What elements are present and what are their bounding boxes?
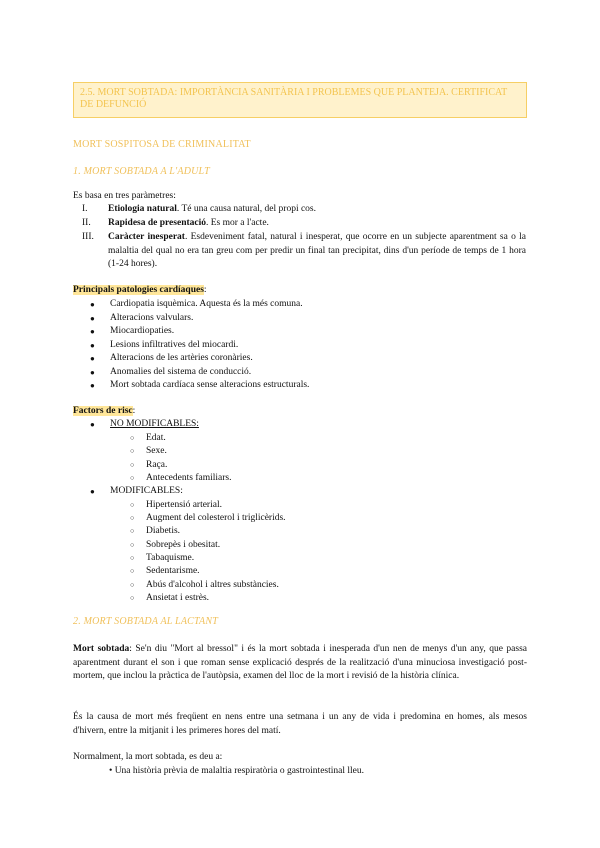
- factors-mod: [88, 485, 183, 499]
- list-item: ● Cardiopatia isquèmica. Aquesta és la més comuna.: [90, 299, 303, 309]
- sublist-item: ○ Abús d'alcohol i altres substàncies.: [130, 580, 279, 590]
- list-item: ● MODIFICABLES:: [90, 486, 183, 496]
- sublist-item: ○ Sexe.: [130, 446, 167, 456]
- cause-item: • Una història prèvia de malaltia respiratòria o gastrointestinal lleu.: [109, 766, 364, 776]
- sublist-item: ○ Hipertensió arterial.: [130, 500, 222, 510]
- sublist-item: ○ Raça.: [130, 460, 168, 470]
- document-title: 2.5. MORT SOBTADA: IMPORTÀNCIA SANITÀRIA I PROBLEMES QUE PLANTEJA. CERTIFICAT DE DEFUNCIÓ: [80, 87, 508, 110]
- sublist-item: ○ Edat.: [130, 433, 166, 443]
- list-item: ● Lesions infiltratives del miocardi.: [90, 339, 239, 350]
- patologies-label: Principals patologies cardíaques: [73, 285, 204, 295]
- factors-nomod: [88, 418, 199, 432]
- param-number: III.: [82, 232, 94, 242]
- param-term: Caràcter inesperat: [108, 232, 185, 242]
- sublist-item: ○ Augment del colesterol i triglicèrids.: [130, 513, 286, 523]
- paragraph: Normalment, la mort sobtada, es deu a:: [73, 752, 223, 762]
- main-heading: MORT SOSPITOSA DE CRIMINALITAT: [73, 139, 251, 150]
- param-text: . Té una causa natural, del propi cos.: [176, 204, 316, 214]
- patologies-heading: Principals patologies cardíaques:: [73, 285, 207, 295]
- list-item: ● Alteracions valvulars.: [90, 312, 194, 323]
- param-item: [82, 231, 527, 272]
- patologies-list: [88, 298, 309, 393]
- list-item: ● Alteracions de les artèries coronàries.: [90, 353, 253, 363]
- sublist-item: ○ Tabaquisme.: [130, 553, 195, 563]
- definition-term: Mort sobtada: [73, 644, 130, 654]
- factors-label: Factors de risc: [73, 406, 133, 416]
- section1-intro: Es basa en tres paràmetres:: [73, 191, 176, 201]
- sublist-item: ○ Diabetis.: [130, 526, 181, 536]
- paragraph: És la causa de mort més freqüent en nens entre una setmana i un any de vida i predomina en homes, als mesos d'hivern, entre la mitjanit i les primeres hores del matí.: [73, 712, 527, 736]
- title-box: [73, 82, 527, 118]
- param-number: I.: [82, 204, 88, 214]
- sublist-item: ○ Sedentarisme.: [130, 566, 200, 576]
- list-item: ● Miocardiopaties.: [90, 326, 175, 336]
- param-term: Rapidesa de presentació: [108, 218, 206, 228]
- param-number: II.: [82, 218, 91, 228]
- definition-paragraph: [73, 643, 527, 684]
- list-item: ● NO MODIFICABLES:: [90, 419, 199, 429]
- list-item: ● Anomalies del sistema de conducció.: [90, 366, 252, 377]
- sublist-item: ○ Antecedents familiars.: [130, 473, 232, 483]
- param-term: Etiologia natural: [108, 204, 177, 214]
- list-item: ● Mort sobtada cardíaca sense alteracions estructurals.: [90, 380, 310, 390]
- section2-heading: 2. MORT SOBTADA AL LACTANT: [73, 616, 218, 627]
- param-item: [82, 203, 527, 217]
- section1-heading: 1. MORT SOBTADA A L'ADULT: [73, 166, 210, 177]
- sublist-item: ○ Ansietat i estrès.: [130, 593, 210, 603]
- definition-text: : Se'n diu "Mort al bressol" i és la mort sobtada i inesperada d'un nen de menys d'un any, que passa aparentment durant el son i que roman sense explicació després de la realització d'una minuciosa investigació post-mortem, que inclou la pràctica de l'autòpsia, examen del lloc de la mort i revisió de la història clínica.: [73, 644, 527, 681]
- sublist-item: ○ Sobrepès i obesitat.: [130, 540, 221, 550]
- factors-heading: Factors de risc:: [73, 406, 136, 416]
- param-item: [82, 217, 527, 231]
- param-text: . Esdeveniment fatal, natural i inesperat, que ocorre en un subjecte aparentment sa o la malaltia del qual no era tan greu com per predir un final tan precipitat, dins d'un període de temps de 1 hora (1-24 hores).: [108, 232, 526, 269]
- param-text: . Es mor a l'acte.: [206, 218, 269, 228]
